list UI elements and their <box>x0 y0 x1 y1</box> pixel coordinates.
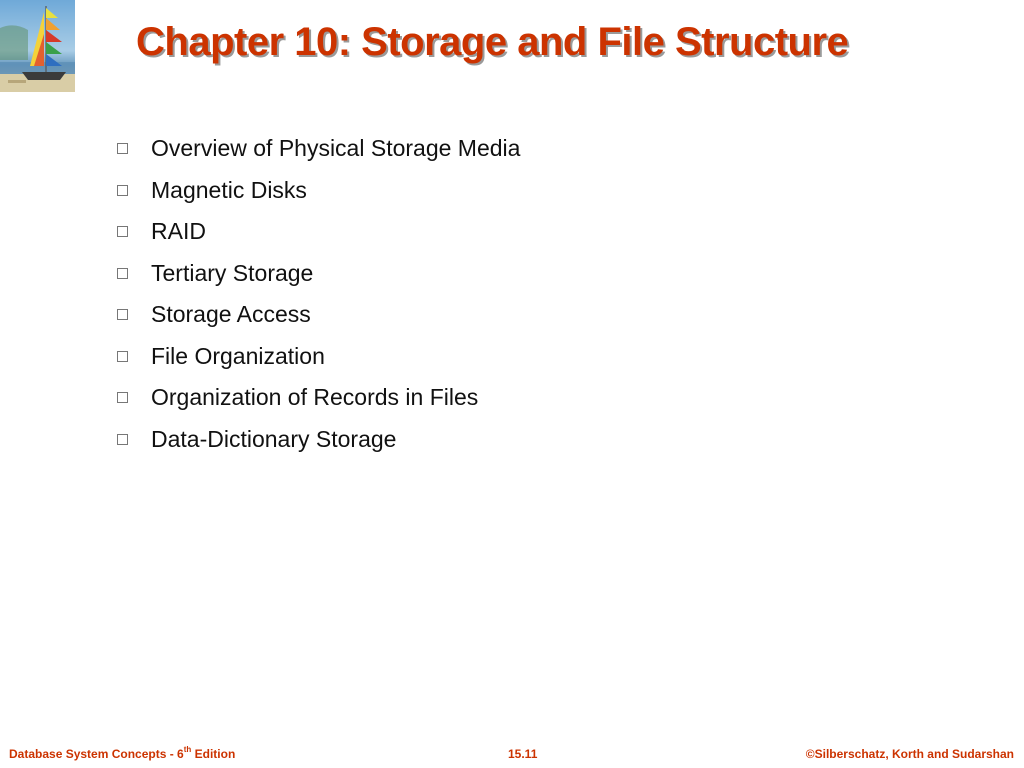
bullet-text: File Organization <box>151 342 325 369</box>
list-item <box>116 128 520 170</box>
list-item <box>116 419 520 461</box>
footer-edition-superscript: th <box>183 745 192 754</box>
square-bullet-icon <box>117 185 128 196</box>
bullet-text: Data-Dictionary Storage <box>151 425 397 452</box>
square-bullet-icon <box>117 309 128 320</box>
list-item <box>116 377 520 419</box>
page-number: 15.11 <box>508 747 538 761</box>
bullet-text: Magnetic Disks <box>151 176 307 203</box>
square-bullet-icon <box>117 226 128 237</box>
slide-footer <box>0 744 1024 764</box>
square-bullet-icon <box>117 434 128 445</box>
list-item <box>116 336 520 378</box>
bullet-list <box>116 128 520 460</box>
bullet-text: Tertiary Storage <box>151 259 314 286</box>
footer-book-title <box>9 747 235 761</box>
bullet-text: Organization of Records in Files <box>151 384 479 411</box>
footer-copyright: ©Silberschatz, Korth and Sudarshan <box>805 747 1014 761</box>
list-item <box>116 253 520 295</box>
bullet-text: RAID <box>151 218 206 245</box>
sailboat-logo-icon <box>0 0 75 92</box>
square-bullet-icon <box>117 268 128 279</box>
bullet-text: Storage Access <box>151 301 311 328</box>
list-item <box>116 294 520 336</box>
footer-book-title-prefix: Database System Concepts - 6 <box>9 747 184 761</box>
footer-book-title-suffix: Edition <box>191 747 236 761</box>
list-item <box>116 170 520 212</box>
square-bullet-icon <box>117 392 128 403</box>
bullet-text: Overview of Physical Storage Media <box>151 135 521 162</box>
square-bullet-icon <box>117 351 128 362</box>
square-bullet-icon <box>117 143 128 154</box>
list-item <box>116 211 520 253</box>
slide-title: Chapter 10: Storage and File Structure <box>136 20 849 64</box>
